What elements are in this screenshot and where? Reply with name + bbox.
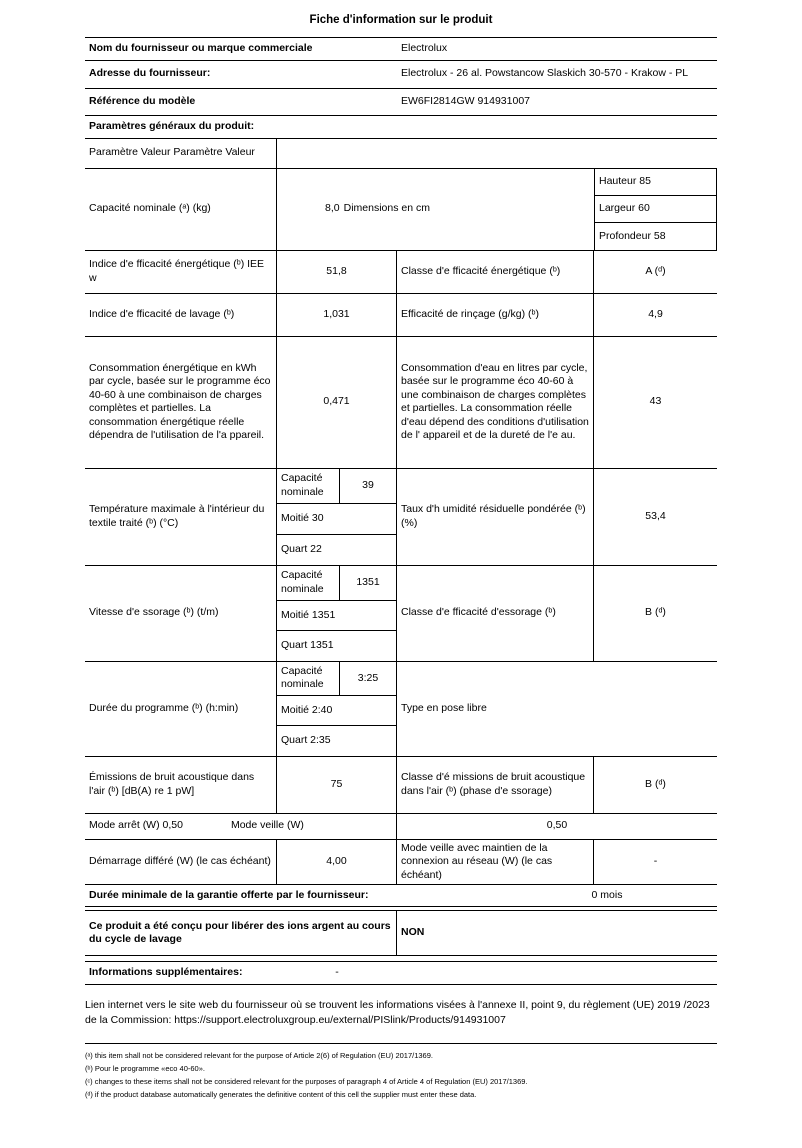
duration-rated-label: Capacité nominale [277,662,340,696]
washing-index-label: Indice d'e fficacité de lavage (ᵇ) [85,294,277,336]
dimensions-cell [594,169,717,250]
spin-class-value: B (ᵈ) [645,606,666,619]
off-mode-label: Mode arrêt (W) 0,50 [89,819,183,832]
noise-emissions-label: Émissions de bruit acoustique dans l'air (ᵇ) [dB(A) re 1 pW] [85,757,277,813]
eei-value: 51,8 [277,251,397,293]
installation-type-label: Type en pose libre [401,701,487,714]
duration-quarter-sub-row: Quart 2:35 [281,734,331,747]
noise-class-value: B (ᵈ) [645,777,666,790]
capacity-row [85,169,717,251]
supplier-address-label: Adresse du fournisseur: [89,67,211,80]
additional-info-table [85,961,717,985]
consumption-row [85,337,717,469]
delay-start-label: Démarrage différé (W) (le cas échéant) [85,840,277,885]
power-modes-labels-cell [85,814,397,839]
programme-duration-row [85,662,717,757]
noise-emissions-value: 75 [277,757,397,813]
energy-consumption-value: 0,471 [277,337,397,468]
product-info-table [85,37,717,908]
table-row [85,61,717,89]
residual-humidity-label: Taux d'h umidité résiduelle pondérée (ᵇ) (%) [397,469,594,565]
duration-sub-table [277,662,397,756]
warranty-label: Durée minimale de la garantie offerte par le fournisseur: [89,888,369,901]
dimension-depth: Profondeur 58 [599,229,666,242]
standby-mode-value: 0,50 [546,819,568,832]
supplier-name-label: Nom du fournisseur ou marque commerciale [89,41,313,54]
duration-label: Durée du programme (ᵇ) (h:min) [85,662,277,756]
spin-class-label: Classe d'e fficacité d'essorage (ᵇ) [397,566,594,661]
rinsing-efficiency-value: 4,9 [648,307,663,320]
temperature-half-sub-row: Moitié 30 [277,504,396,535]
spin-half-sub-row: Moitié 1351 [277,601,396,631]
dimensions-label: Dimensions en cm [343,202,430,215]
networked-standby-label: Mode veille avec maintien de la connexion au réseau (W) (le cas échéant) [397,840,594,885]
silver-ions-label: Ce produit a été conçu pour libérer des ions argent au cours du cycle de lavage [85,911,397,955]
spin-quarter-sub-row: Quart 1351 [281,639,334,652]
spin-speed-sub-table [277,566,397,661]
rinsing-efficiency-label: Efficacité de rinçage (g/kg) (ᵇ) [397,294,594,336]
temperature-rated-sub-row [277,469,396,505]
energy-class-label: Classe d'e fficacité énergétique (ᵇ) [397,251,594,293]
footnotes-section [85,1043,717,1101]
water-consumption-value: 43 [649,395,662,408]
page-title: Fiche d'information sur le produit [309,14,493,26]
table-row [85,38,717,61]
product-fiche-page [85,14,717,1101]
temperature-row [85,469,717,566]
capacity-label: Capacité nominale (ᵃ) (kg) [85,169,277,250]
supplier-link-paragraph: Lien internet vers le site web du fournisseur où se trouvent les informations visées à l'annexe II, point 9, du règlement (UE) 2019 /2023 de la Commission: https://support.electroluxgroup.eu/external/PISlink/Products/914931007 [85,999,710,1026]
energy-consumption-label: Consommation énergétique en kWh par cycle, basée sur le programme éco 40-60 à une combinaison de charges complètes et partielles. La consommation énergétique réelle dépendra de l'utilisation de l'a ppareil. [85,337,277,468]
footnote-b: (ᵇ) Pour le programme «eco 40-60». [85,1064,205,1073]
temperature-rated-value: 39 [362,479,374,492]
spin-speed-label: Vitesse d'e ssorage (ᵇ) (t/m) [85,566,277,661]
supplier-name-value: Electrolux [401,41,448,54]
silver-ions-row [85,911,717,956]
spin-rated-value: 1351 [356,575,380,588]
footnote-a: (ᵃ) this item shall not be considered relevant for the purpose of Article 2(6) of Regulation (EU) 2017/1369. [85,1051,433,1060]
temperature-sub-table [277,469,397,565]
section-header-row [85,116,717,139]
duration-rated-value: 3:25 [357,671,379,684]
general-parameters-title: Paramètres généraux du produit: [89,119,255,132]
footnote-d: (ᵈ) if the product database automatically generates the definitive content of this cell the supplier must enter these data. [85,1090,477,1099]
silver-ions-value: NON [401,926,425,939]
standby-mode-label: Mode veille (W) [230,819,304,832]
additional-info-label: Informations supplémentaires: [89,966,243,979]
warranty-row [85,885,717,907]
temperature-rated-label: Capacité nominale [277,469,340,504]
spin-rated-label: Capacité nominale [277,566,340,600]
delay-start-row [85,840,717,886]
additional-info-spacer [397,962,717,984]
water-consumption-label: Consommation d'eau en litres par cycle, basée sur le programme éco 40-60 à une combinaison de charges complètes et partielles. La consommation réelle d'eau dépend des conditions d'utilisation de l' appareil et de la dureté de l'e au. [397,337,594,468]
residual-humidity-value: 53,4 [645,509,666,522]
networked-standby-value: - [653,855,658,867]
columns-header-text: Paramètre Valeur Paramètre Valeur [85,139,277,168]
spin-rated-sub-row [277,566,396,601]
footnote-c: (ᶜ) changes to these items shall not be considered relevant for the purposes of paragraph 4 of Article 4 of Regulation (EU) 2017/1369. [85,1077,528,1086]
max-temperature-label: Température maximale à l'intérieur du textile traité (ᵇ) (°C) [85,469,277,565]
noise-class-label: Classe d'é missions de bruit acoustique dans l'air (ᵇ) (phase d'e ssorage) [397,757,594,813]
table-row [85,89,717,116]
eei-label: Indice d'e fficacité énergétique (ᵇ) IEE w [85,251,277,293]
warranty-value: 0 mois [591,888,623,901]
columns-header-row [85,139,717,169]
capacity-value-cell [277,169,594,250]
silver-ions-table [85,910,717,956]
energy-efficiency-row [85,251,717,294]
capacity-value: 8,0 [325,202,340,215]
model-reference-label: Référence du modèle [89,94,196,107]
noise-row [85,757,717,814]
temperature-quarter-sub-row: Quart 22 [281,542,322,555]
additional-info-value: - [335,966,339,979]
dimension-width: Largeur 60 [595,196,716,223]
model-reference-value: EW6FI2814GW 914931007 [401,94,530,107]
columns-header-spacer [277,139,717,168]
spin-speed-row [85,566,717,662]
delay-start-value: 4,00 [277,840,397,885]
duration-half-sub-row: Moitié 2:40 [277,696,396,726]
supplier-address-value: Electrolux - 26 al. Powstancow Slaskich 30-570 - Krakow - PL [401,67,689,80]
dimension-height: Hauteur 85 [595,169,716,196]
duration-rated-sub-row [277,662,396,697]
power-modes-row [85,814,717,840]
additional-info-row [85,962,717,985]
energy-class-value: A (ᵈ) [645,264,666,277]
washing-efficiency-row [85,294,717,337]
washing-index-value: 1,031 [277,294,397,336]
